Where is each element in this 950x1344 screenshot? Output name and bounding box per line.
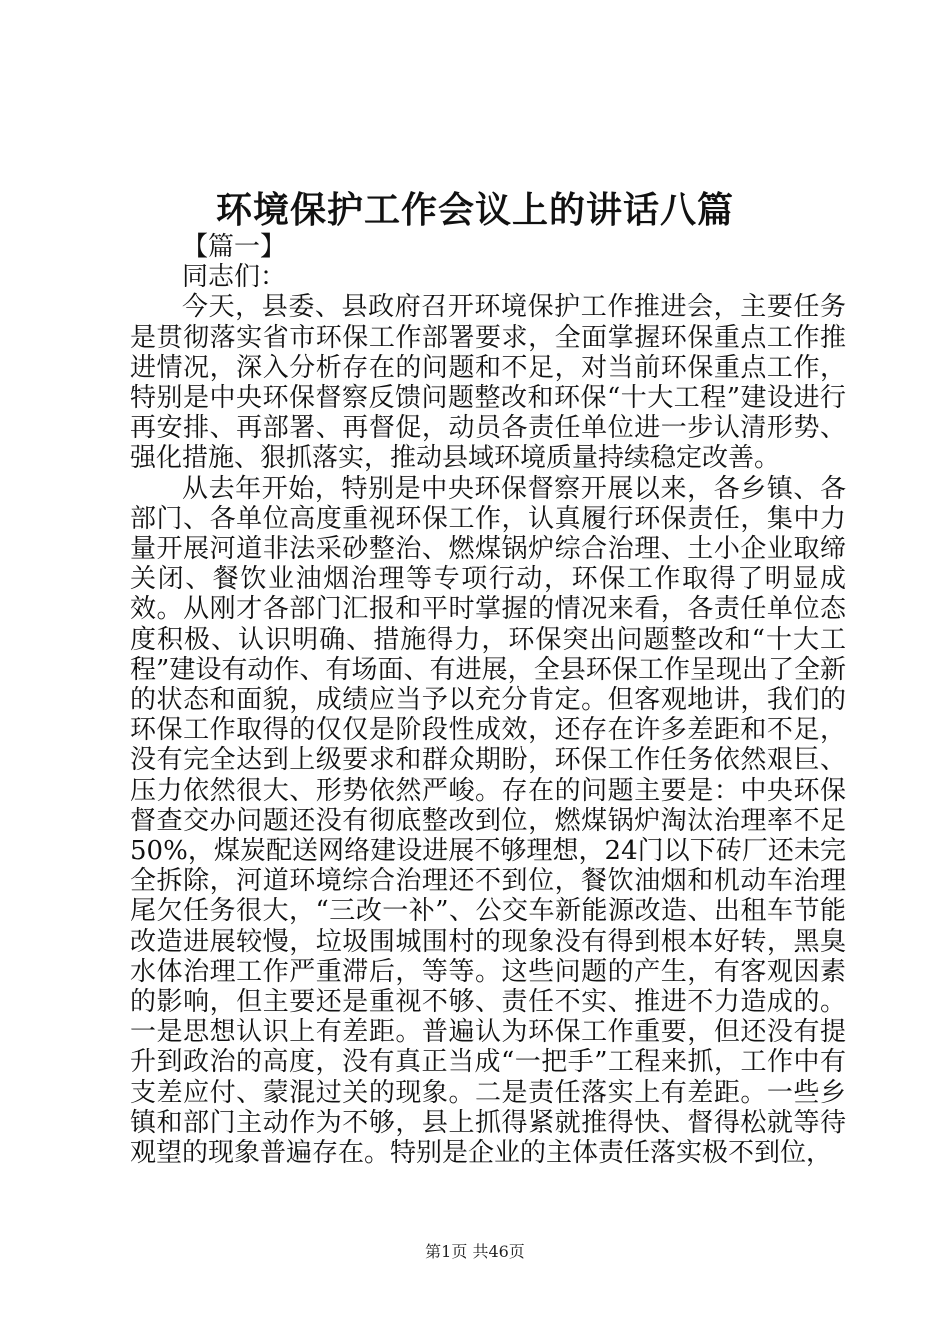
paragraph-2: 从去年开始，特别是中央环保督察开展以来，各乡镇、各部门、各单位高度重视环保工作，认真履行环保责任，集中力量开展河道非法采砂整治、燃煤锅炉综合治理、土小企业取缔关闭、餐饮业油烟治理等专项行动，环保工作取得了明显成效。从刚才各部门汇报和平时掌握的情况来看，各责任单位态度积极、认识明确、措施得力，环保突出问题整改和“十大工程”建设有动作、有场面、有进展，全县环保工作呈现出了全新的状态和面貌，成绩应当予以充分肯定。但客观地讲，我们的环保工作取得的仅仅是阶段性成效，还存在许多差距和不足，没有完全达到上级要求和群众期盼，环保工作任务依然艰巨、压力依然很大、形势依然严峻。存在的问题主要是：中央环保督查交办问题还没有彻底整改到位，燃煤锅炉淘汰治理率不足50%，煤炭配送网络建设进展不够理想，24门以下砖厂还未完全拆除，河道环境综合治理还不到位，餐饮油烟和机动车治理尾欠任务很大，“三改一补”、公交车新能源改造、出租车节能改造进展较慢，垃圾围城围村的现象没有得到根本好转，黑臭水体治理工作严重滞后，等等。这些问题的产生，有客观因素的影响，但主要还是重视不够、责任不实、推进不力造成的。一是思想认识上有差距。普遍认为环保工作重要，但还没有提升到政治的高度，没有真正当成“一把手”工程来抓，工作中有支差应付、蒙混过关的现象。二是责任落实上有差距。一些乡镇和部门主动作为不够，县上抓得紧就推得快、督得松就等待观望的现象普遍存在。特别是企业的主体责任落实极不到位，	[130, 473, 846, 1169]
document-title: 环境保护工作会议上的讲话八篇	[215, 189, 734, 231]
section-label: 【篇一】	[182, 232, 287, 262]
paragraph-1: 今天，县委、县政府召开环境保护工作推进会，主要任务是贯彻落实省市环保工作部署要求，全面掌握环保重点工作推进情况，深入分析存在的问题和不足，对当前环保重点工作，特别是中央环保督察反馈问题整改和环保“十大工程”建设进行再安排、再部署、再督促，动员各责任单位进一步认清形势、强化措施、狠抓落实，推动县域环境质量持续稳定改善。	[130, 292, 846, 474]
document-body	[130, 232, 846, 1168]
salutation: 同志们：	[182, 262, 287, 293]
page-footer: 第1页 共46页	[425, 1242, 525, 1261]
